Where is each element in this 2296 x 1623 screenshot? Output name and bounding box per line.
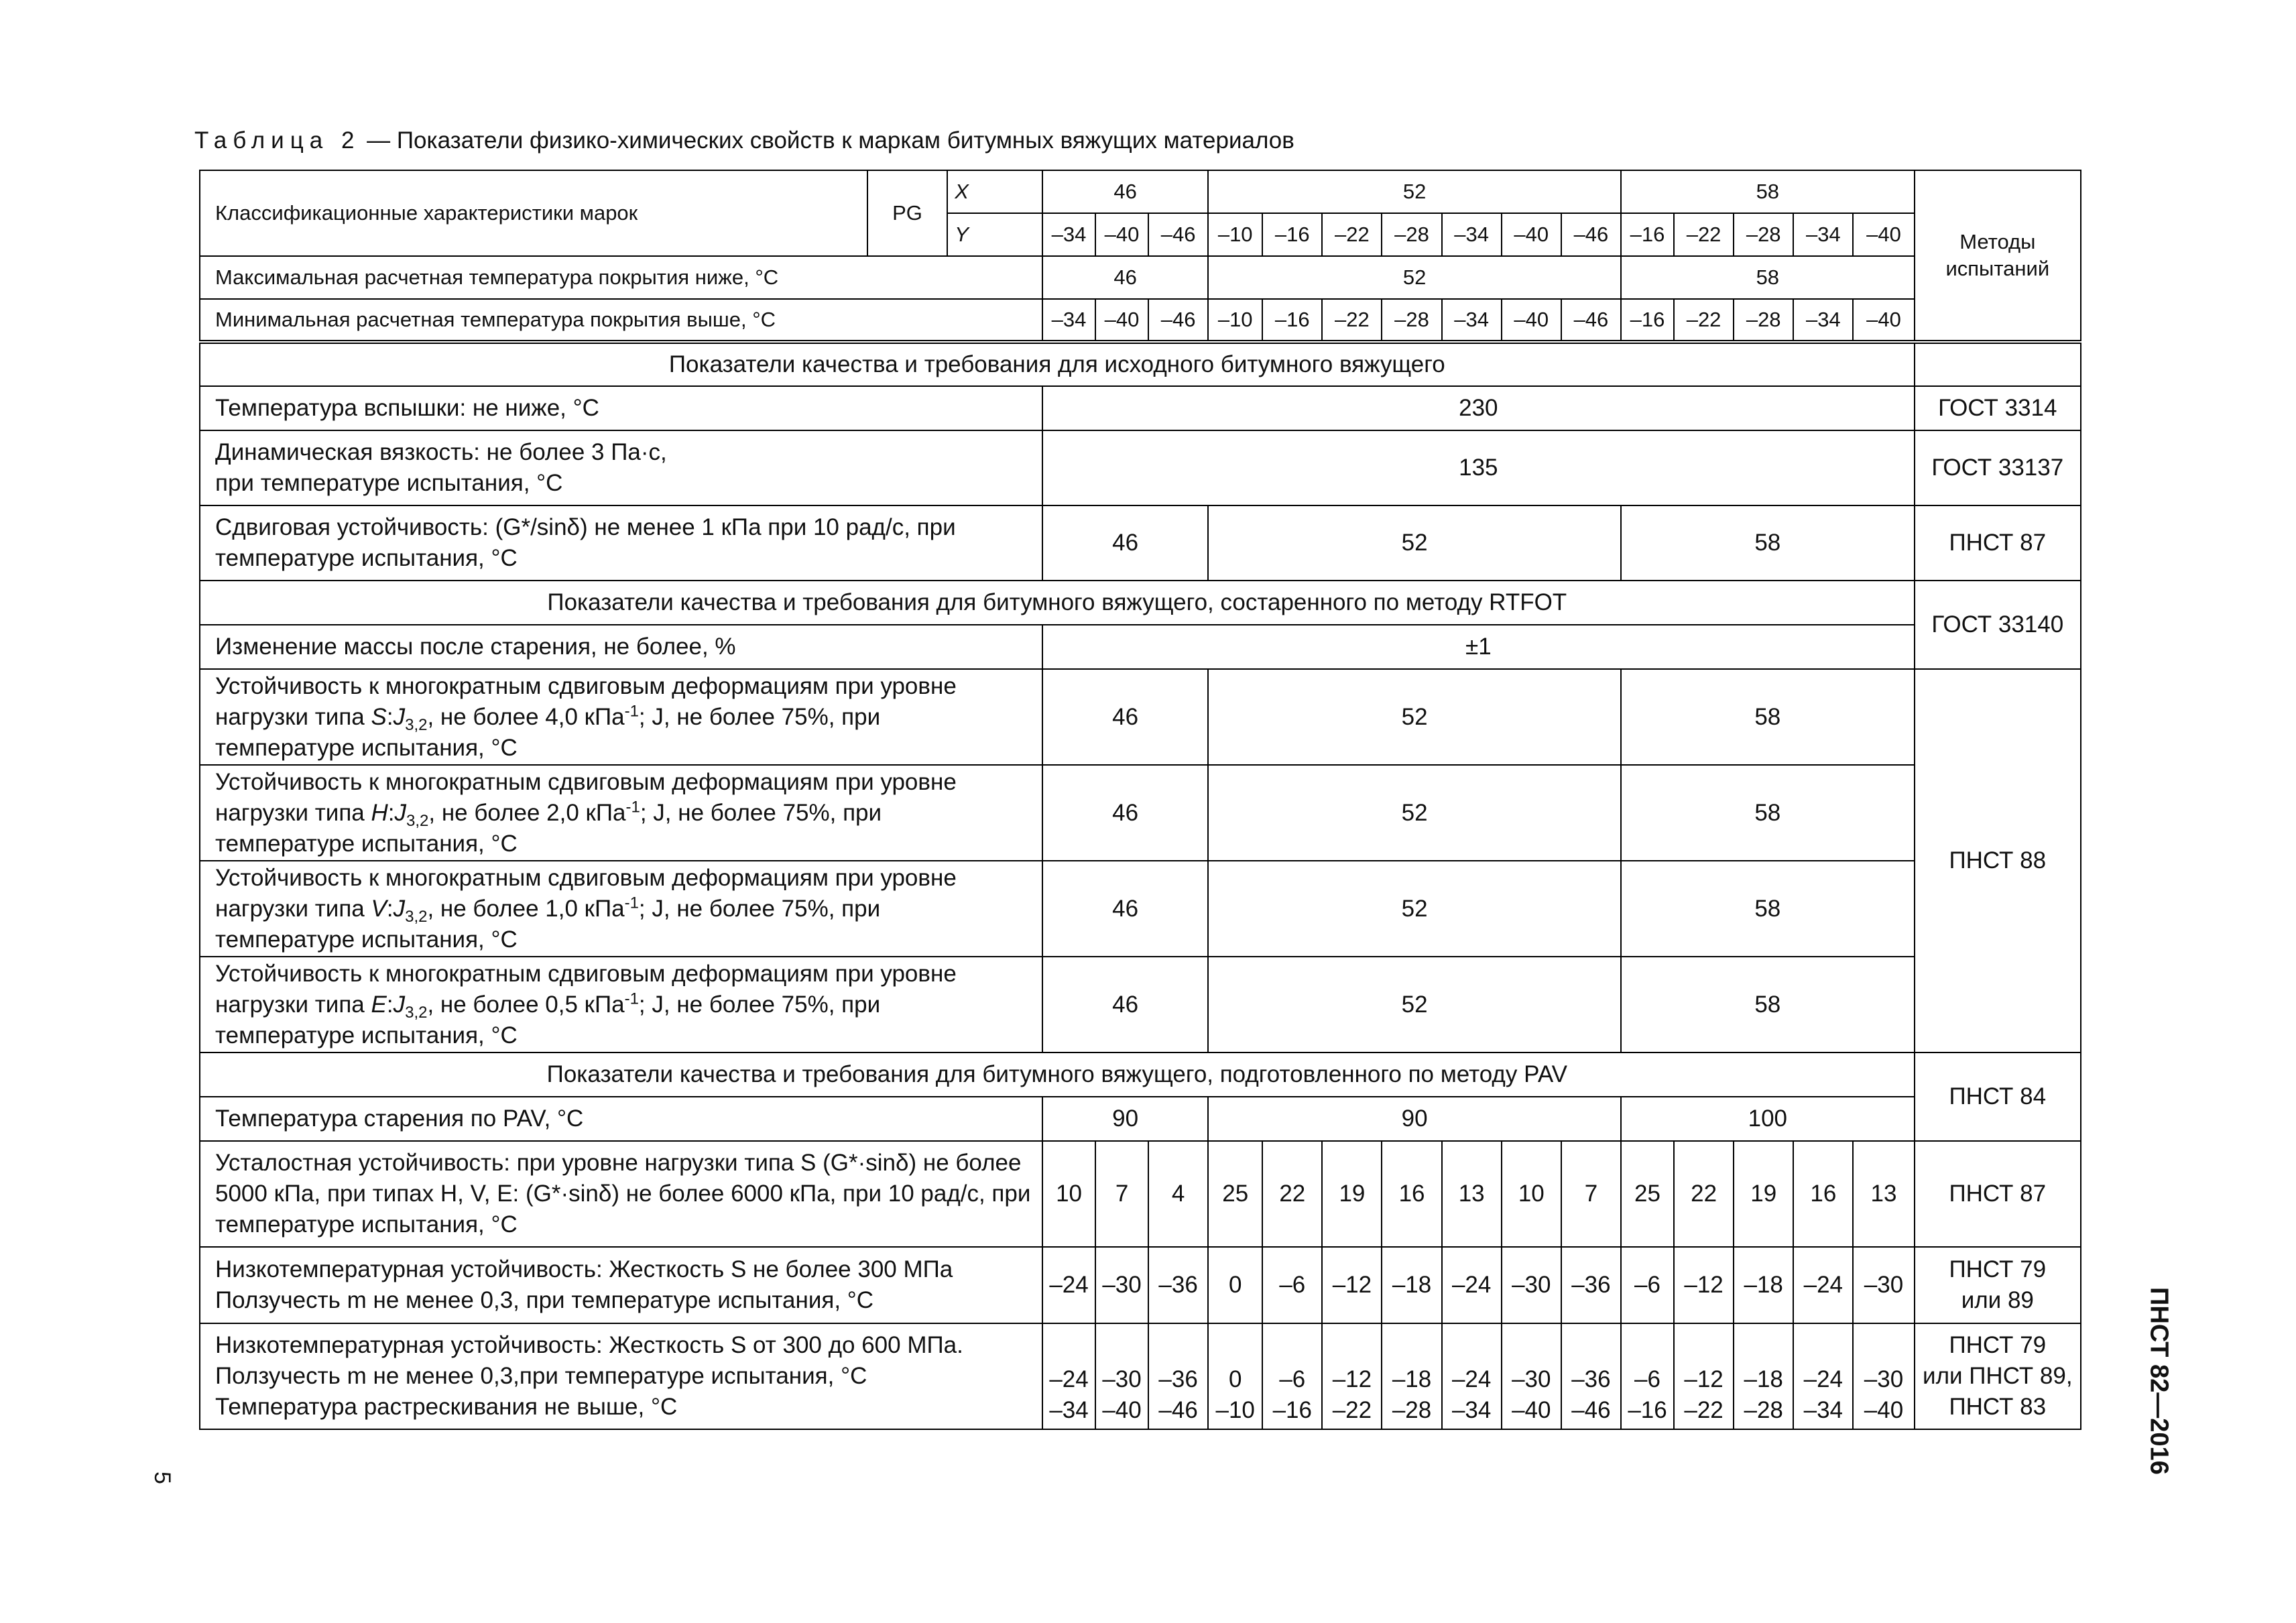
min-temp-label: Минимальная расчетная температура покрытия выше, °С bbox=[200, 299, 1042, 342]
mscr-exponent: -1 bbox=[625, 797, 640, 816]
mscr-method: ПНСТ 88 bbox=[1915, 669, 2081, 1053]
lowtemp2-value-bottom: –16 bbox=[1628, 1397, 1667, 1423]
fatigue-value: 7 bbox=[1095, 1141, 1148, 1247]
mscr-value-46: 46 bbox=[1042, 765, 1208, 861]
min-temp-value: –40 bbox=[1095, 299, 1148, 342]
section1-method-empty bbox=[1915, 342, 2081, 386]
y-value: –10 bbox=[1208, 213, 1262, 256]
mass-label: Изменение массы после старения, не более, % bbox=[200, 625, 1042, 669]
mscr-j-symbol: J bbox=[393, 991, 406, 1018]
lowtemp2-value-bottom: –46 bbox=[1571, 1397, 1611, 1423]
mscr-exponent: -1 bbox=[624, 701, 639, 720]
pav-90a: 90 bbox=[1042, 1097, 1208, 1141]
mscr-tail: ; J, не более 75%, при bbox=[640, 799, 882, 826]
pav-100: 100 bbox=[1621, 1097, 1915, 1141]
mscr-limit: , не более 2,0 кПа bbox=[428, 799, 626, 826]
y-value: –40 bbox=[1853, 213, 1914, 256]
mscr-label: Устойчивость к многократным сдвиговым деформациям при уровне нагрузки типа $V:J_{3,2}$, не более 1,0 кПа$^{-1}$; J, не более 75%, при температуре испытания, °С bbox=[200, 861, 1042, 957]
lowtemp1-line1: Низкотемпературная устойчивость: Жесткость S не более 300 МПа bbox=[215, 1256, 953, 1282]
mscr-j-subscript: 3,2 bbox=[405, 1003, 428, 1022]
lowtemp2-value-top: 0 bbox=[1228, 1366, 1242, 1392]
y-value: –34 bbox=[1793, 213, 1853, 256]
lowtemp2-value bbox=[1442, 1323, 1502, 1429]
lowtemp2-line2: Ползучесть m не менее 0,3,при температуре испытания, °С bbox=[215, 1363, 867, 1389]
mscr-line2-prefix: нагрузки типа bbox=[215, 991, 371, 1018]
lowtemp2-value-bottom: –28 bbox=[1392, 1397, 1432, 1423]
lowtemp2-value-bottom: –10 bbox=[1215, 1397, 1255, 1423]
lowtemp2-value bbox=[1502, 1323, 1561, 1429]
fatigue-value: 4 bbox=[1148, 1141, 1208, 1247]
x-value-58: 58 bbox=[1621, 170, 1915, 213]
lowtemp2-value-top: –6 bbox=[1634, 1366, 1660, 1392]
mscr-label: Устойчивость к многократным сдвиговым деформациям при уровне нагрузки типа $E:J_{3,2}$, не более 0,5 кПа$^{-1}$; J, не более 75%, при температуре испытания, °С bbox=[200, 957, 1042, 1053]
fatigue-value: 25 bbox=[1621, 1141, 1674, 1247]
y-value: –40 bbox=[1502, 213, 1561, 256]
fatigue-value: 25 bbox=[1208, 1141, 1262, 1247]
lowtemp2-value-top: –36 bbox=[1158, 1366, 1198, 1392]
lowtemp1-method-line2: или 89 bbox=[1961, 1287, 2034, 1313]
shear-46: 46 bbox=[1042, 505, 1208, 581]
caption-label: Таблица 2 bbox=[194, 127, 361, 154]
mscr-tail: ; J, не более 75%, при bbox=[638, 991, 881, 1018]
mscr-line2-prefix: нагрузки типа bbox=[215, 799, 371, 826]
lowtemp2-value bbox=[1208, 1323, 1262, 1429]
section3-title: Показатели качества и требования для битумного вяжущего, подготовленного по методу PAV bbox=[200, 1053, 1915, 1097]
lowtemp2-value-top: –18 bbox=[1392, 1366, 1432, 1392]
flash-value: 230 bbox=[1042, 386, 1915, 430]
fatigue-value: 16 bbox=[1382, 1141, 1441, 1247]
mscr-line2-prefix: нагрузки типа bbox=[215, 703, 371, 730]
x-value-52: 52 bbox=[1208, 170, 1621, 213]
min-temp-value: –46 bbox=[1148, 299, 1208, 342]
mscr-load-type: V bbox=[371, 895, 387, 922]
properties-table bbox=[199, 170, 2081, 1430]
visc-method: ГОСТ 33137 bbox=[1915, 430, 2081, 505]
y-value: –34 bbox=[1042, 213, 1095, 256]
mscr-tail: ; J, не более 75%, при bbox=[638, 895, 881, 922]
lowtemp2-value-top: –30 bbox=[1102, 1366, 1142, 1392]
lowtemp1-label bbox=[200, 1247, 1042, 1323]
lowtemp2-value bbox=[1095, 1323, 1148, 1429]
min-temp-value: –28 bbox=[1734, 299, 1793, 342]
lowtemp2-value-top: –12 bbox=[1332, 1366, 1372, 1392]
lowtemp2-value bbox=[1674, 1323, 1734, 1429]
pav-label: Температура старения по PAV, °С bbox=[200, 1097, 1042, 1141]
mscr-j-subscript: 3,2 bbox=[405, 907, 428, 926]
mscr-j-symbol: J bbox=[393, 703, 406, 730]
lowtemp2-value-top: –18 bbox=[1744, 1366, 1783, 1392]
fatigue-value: 13 bbox=[1442, 1141, 1502, 1247]
y-value: –16 bbox=[1621, 213, 1674, 256]
mscr-value-46: 46 bbox=[1042, 861, 1208, 957]
section2-title: Показатели качества и требования для битумного вяжущего, состаренного по методу RTFOT bbox=[200, 581, 1915, 625]
class-title: Классификационные характеристики марок bbox=[200, 170, 867, 256]
x-value-46: 46 bbox=[1042, 170, 1208, 213]
mass-value: ±1 bbox=[1042, 625, 1915, 669]
fatigue-value: 13 bbox=[1853, 1141, 1914, 1247]
section1-title: Показатели качества и требования для исходного битумного вяжущего bbox=[200, 342, 1915, 386]
methods-header: Методы испытаний bbox=[1915, 170, 2081, 342]
lowtemp2-value-top: –30 bbox=[1864, 1366, 1904, 1392]
min-temp-value: –10 bbox=[1208, 299, 1262, 342]
mscr-load-type: S bbox=[371, 703, 387, 730]
lowtemp2-value bbox=[1734, 1323, 1793, 1429]
lowtemp1-value: –24 bbox=[1793, 1247, 1853, 1323]
mscr-value-58: 58 bbox=[1621, 861, 1915, 957]
pav-90b: 90 bbox=[1208, 1097, 1621, 1141]
fatigue-value: 16 bbox=[1793, 1141, 1853, 1247]
y-value: –34 bbox=[1442, 213, 1502, 256]
lowtemp2-value bbox=[1262, 1323, 1322, 1429]
mscr-value-46: 46 bbox=[1042, 669, 1208, 765]
pg-label: PG bbox=[867, 170, 948, 256]
lowtemp2-value bbox=[1382, 1323, 1441, 1429]
min-temp-value: –40 bbox=[1502, 299, 1561, 342]
lowtemp1-value: –18 bbox=[1382, 1247, 1441, 1323]
lowtemp2-method-line1: ПНСТ 79 bbox=[1949, 1332, 2047, 1358]
lowtemp2-value-top: –24 bbox=[1049, 1366, 1089, 1392]
lowtemp2-value-bottom: –34 bbox=[1803, 1397, 1844, 1423]
fatigue-value: 19 bbox=[1734, 1141, 1793, 1247]
mscr-value-58: 58 bbox=[1621, 669, 1915, 765]
lowtemp2-value-bottom: –28 bbox=[1744, 1397, 1783, 1423]
lowtemp1-value: –12 bbox=[1322, 1247, 1382, 1323]
lowtemp2-value-top: –6 bbox=[1279, 1366, 1306, 1392]
shear-method: ПНСТ 87 bbox=[1915, 505, 2081, 581]
section2-method: ГОСТ 33140 bbox=[1915, 581, 2081, 669]
lowtemp1-value: –30 bbox=[1095, 1247, 1148, 1323]
lowtemp2-value-bottom: –22 bbox=[1684, 1397, 1724, 1423]
lowtemp2-value-bottom: –46 bbox=[1158, 1397, 1198, 1423]
pav-method: ПНСТ 84 bbox=[1915, 1053, 2081, 1141]
mscr-value-46: 46 bbox=[1042, 957, 1208, 1053]
mscr-value-52: 52 bbox=[1208, 669, 1621, 765]
visc-value: 135 bbox=[1042, 430, 1915, 505]
y-value: –16 bbox=[1262, 213, 1322, 256]
y-value: –46 bbox=[1561, 213, 1621, 256]
mscr-exponent: -1 bbox=[624, 989, 639, 1008]
lowtemp1-value: –6 bbox=[1262, 1247, 1322, 1323]
shear-58: 58 bbox=[1621, 505, 1915, 581]
lowtemp1-value: –18 bbox=[1734, 1247, 1793, 1323]
mscr-value-52: 52 bbox=[1208, 957, 1621, 1053]
mscr-limit: , не более 1,0 кПа bbox=[427, 895, 625, 922]
mscr-j-symbol: J bbox=[394, 799, 407, 826]
fatigue-value: 22 bbox=[1262, 1141, 1322, 1247]
lowtemp2-method-line2: или ПНСТ 89, bbox=[1923, 1363, 2073, 1389]
lowtemp2-value bbox=[1322, 1323, 1382, 1429]
caption-text: — Показатели физико-химических свойств к маркам битумных вяжущих материалов bbox=[367, 127, 1294, 154]
shear-label: Сдвиговая устойчивость: (G*/sinδ) не менее 1 кПа при 10 рад/с, при температуре испытания, °С bbox=[200, 505, 1042, 581]
lowtemp2-value bbox=[1561, 1323, 1621, 1429]
lowtemp2-value-top: –36 bbox=[1571, 1366, 1611, 1392]
mscr-value-58: 58 bbox=[1621, 765, 1915, 861]
lowtemp2-label bbox=[200, 1323, 1042, 1429]
fatigue-value: 22 bbox=[1674, 1141, 1734, 1247]
fatigue-value: 7 bbox=[1561, 1141, 1621, 1247]
lowtemp2-value bbox=[1042, 1323, 1095, 1429]
mscr-line2-prefix: нагрузки типа bbox=[215, 895, 371, 922]
y-value: –22 bbox=[1322, 213, 1382, 256]
mscr-tail: ; J, не более 75%, при bbox=[638, 703, 881, 730]
visc-label bbox=[200, 430, 1042, 505]
lowtemp2-value-top: –24 bbox=[1451, 1366, 1492, 1392]
flash-method: ГОСТ 3314 bbox=[1915, 386, 2081, 430]
lowtemp1-value: –30 bbox=[1853, 1247, 1914, 1323]
fatigue-label: Усталостная устойчивость: при уровне нагрузки типа S (G*·sinδ) не более 5000 кПа, при типах H, V, E: (G*·sinδ) не более 6000 кПа, при 10 рад/с, при температуре испытания, °С bbox=[200, 1141, 1042, 1247]
y-value: –28 bbox=[1734, 213, 1793, 256]
mscr-line3: температуре испытания, °С bbox=[215, 926, 518, 953]
mscr-value-52: 52 bbox=[1208, 861, 1621, 957]
y-value: –28 bbox=[1382, 213, 1441, 256]
mscr-label: Устойчивость к многократным сдвиговым деформациям при уровне нагрузки типа $H:J_{3,2}$, не более 2,0 кПа$^{-1}$; J, не более 75%, при температуре испытания, °С bbox=[200, 765, 1042, 861]
visc-label-line2: при температуре испытания, °С bbox=[215, 470, 563, 496]
lowtemp1-value: –36 bbox=[1148, 1247, 1208, 1323]
mscr-line1: Устойчивость к многократным сдвиговым деформациям при уровне bbox=[215, 768, 957, 795]
lowtemp1-value: 0 bbox=[1208, 1247, 1262, 1323]
lowtemp1-method bbox=[1915, 1247, 2081, 1323]
min-temp-value: –34 bbox=[1442, 299, 1502, 342]
lowtemp2-line3: Температура растрескивания не выше, °С bbox=[215, 1394, 678, 1420]
mscr-label: Устойчивость к многократным сдвиговым деформациям при уровне нагрузки типа $S:J_{3,2}$, не более 4,0 кПа$^{-1}$; J, не более 75%, при температуре испытания, °С bbox=[200, 669, 1042, 765]
lowtemp2-value bbox=[1793, 1323, 1853, 1429]
lowtemp2-value-top: –24 bbox=[1803, 1366, 1844, 1392]
mscr-line3: температуре испытания, °С bbox=[215, 1022, 518, 1048]
lowtemp1-value: –36 bbox=[1561, 1247, 1621, 1323]
fatigue-value: 10 bbox=[1042, 1141, 1095, 1247]
min-temp-value: –22 bbox=[1674, 299, 1734, 342]
lowtemp2-value-bottom: –40 bbox=[1864, 1397, 1904, 1423]
y-value: –22 bbox=[1674, 213, 1734, 256]
min-temp-value: –34 bbox=[1793, 299, 1853, 342]
max-temp-46: 46 bbox=[1042, 256, 1208, 299]
lowtemp1-line2: Ползучесть m не менее 0,3, при температуре испытания, °С bbox=[215, 1287, 874, 1313]
mscr-limit: , не более 4,0 кПа bbox=[427, 703, 625, 730]
lowtemp2-value bbox=[1853, 1323, 1914, 1429]
lowtemp1-value: –6 bbox=[1621, 1247, 1674, 1323]
max-temp-52: 52 bbox=[1208, 256, 1621, 299]
lowtemp2-value-top: –30 bbox=[1512, 1366, 1551, 1392]
lowtemp2-value-bottom: –40 bbox=[1512, 1397, 1551, 1423]
min-temp-value: –34 bbox=[1042, 299, 1095, 342]
y-label: Y bbox=[947, 213, 1042, 256]
lowtemp2-value-bottom: –40 bbox=[1102, 1397, 1142, 1423]
x-label: X bbox=[947, 170, 1042, 213]
lowtemp2-value bbox=[1148, 1323, 1208, 1429]
table-caption bbox=[194, 127, 1294, 154]
lowtemp1-value: –24 bbox=[1442, 1247, 1502, 1323]
lowtemp2-value-bottom: –34 bbox=[1451, 1397, 1492, 1423]
lowtemp2-value-bottom: –22 bbox=[1332, 1397, 1372, 1423]
max-temp-58: 58 bbox=[1621, 256, 1915, 299]
lowtemp1-value: –30 bbox=[1502, 1247, 1561, 1323]
lowtemp1-value: –12 bbox=[1674, 1247, 1734, 1323]
mscr-exponent: -1 bbox=[624, 893, 639, 912]
mscr-value-58: 58 bbox=[1621, 957, 1915, 1053]
max-temp-label: Максимальная расчетная температура покрытия ниже, °С bbox=[200, 256, 1042, 299]
mscr-load-type: H bbox=[371, 799, 388, 826]
fatigue-value: 10 bbox=[1502, 1141, 1561, 1247]
mscr-limit: , не более 0,5 кПа bbox=[427, 991, 625, 1018]
shear-52: 52 bbox=[1208, 505, 1621, 581]
lowtemp1-method-line1: ПНСТ 79 bbox=[1949, 1256, 2047, 1282]
lowtemp2-method-line3: ПНСТ 83 bbox=[1949, 1394, 2047, 1420]
mscr-line1: Устойчивость к многократным сдвиговым деформациям при уровне bbox=[215, 864, 957, 891]
visc-label-line1: Динамическая вязкость: не более 3 Па·с, bbox=[215, 439, 667, 465]
mscr-value-52: 52 bbox=[1208, 765, 1621, 861]
flash-label: Температура вспышки: не ниже, °С bbox=[200, 386, 1042, 430]
y-value: –40 bbox=[1095, 213, 1148, 256]
min-temp-value: –16 bbox=[1262, 299, 1322, 342]
mscr-line1: Устойчивость к многократным сдвиговым деформациям при уровне bbox=[215, 672, 957, 699]
mscr-line1: Устойчивость к многократным сдвиговым деформациям при уровне bbox=[215, 960, 957, 987]
mscr-line3: температуре испытания, °С bbox=[215, 734, 518, 761]
min-temp-value: –40 bbox=[1853, 299, 1914, 342]
fatigue-method: ПНСТ 87 bbox=[1915, 1141, 2081, 1247]
mscr-line3: температуре испытания, °С bbox=[215, 830, 518, 857]
lowtemp2-method bbox=[1915, 1323, 2081, 1429]
min-temp-value: –16 bbox=[1621, 299, 1674, 342]
fatigue-value: 19 bbox=[1322, 1141, 1382, 1247]
mscr-j-subscript: 3,2 bbox=[406, 811, 429, 830]
lowtemp2-value-bottom: –34 bbox=[1049, 1397, 1089, 1423]
mscr-j-symbol: J bbox=[393, 895, 406, 922]
min-temp-value: –28 bbox=[1382, 299, 1441, 342]
lowtemp2-value bbox=[1621, 1323, 1674, 1429]
lowtemp2-line1: Низкотемпературная устойчивость: Жесткость S от 300 до 600 МПа. bbox=[215, 1332, 963, 1358]
mscr-load-type: E bbox=[371, 991, 387, 1018]
document-code: ПНСТ 82—2016 bbox=[2144, 1287, 2173, 1475]
min-temp-value: –46 bbox=[1561, 299, 1621, 342]
lowtemp2-value-top: –12 bbox=[1684, 1366, 1724, 1392]
y-value: –46 bbox=[1148, 213, 1208, 256]
page-number: 5 bbox=[149, 1471, 175, 1484]
lowtemp2-value-bottom: –16 bbox=[1272, 1397, 1312, 1423]
mscr-j-subscript: 3,2 bbox=[405, 715, 428, 734]
lowtemp1-value: –24 bbox=[1042, 1247, 1095, 1323]
min-temp-value: –22 bbox=[1322, 299, 1382, 342]
